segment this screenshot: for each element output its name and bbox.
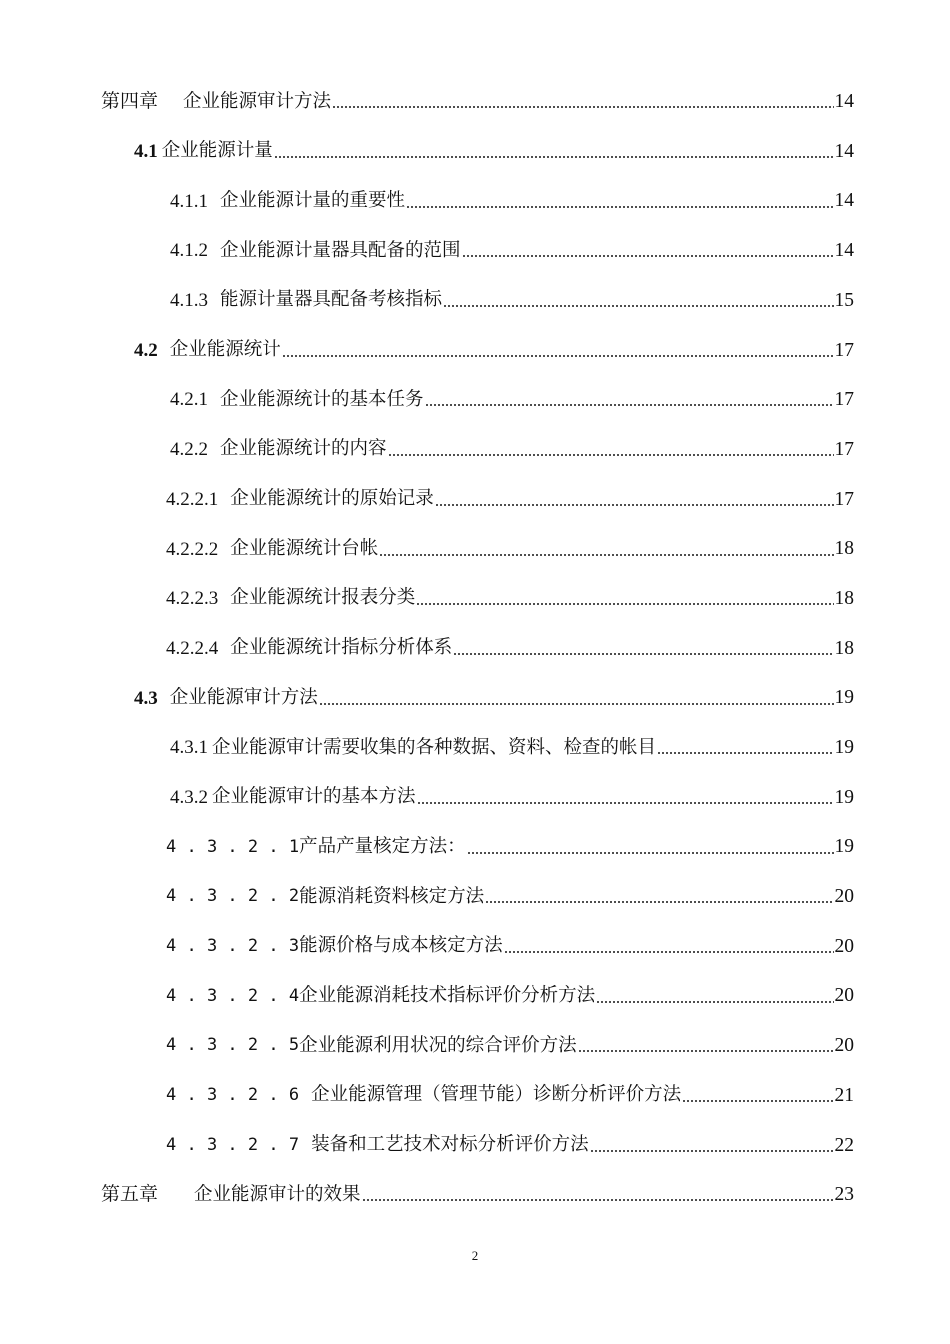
toc-entry-chapter-5[interactable] — [0, 1170, 950, 1220]
toc-entry-page: 17 — [834, 438, 854, 460]
toc-entry-4-3-2-2[interactable] — [0, 872, 950, 922]
table-of-contents — [0, 77, 950, 1220]
toc-entry-4-3-2-3[interactable] — [0, 922, 950, 972]
toc-entry-4-1-1[interactable] — [0, 176, 950, 226]
toc-entry-title: 企业能源审计方法 — [183, 90, 332, 112]
toc-entry-number: 4.3.2 — [170, 786, 208, 808]
toc-entry-4-2-2-1[interactable] — [0, 475, 950, 525]
toc-entry-page: 19 — [834, 786, 854, 808]
toc-entry-number: 4.2.1 — [170, 389, 208, 411]
toc-entry-4-3-1[interactable] — [0, 723, 950, 773]
toc-entry-number: 4.2.2.3 — [166, 588, 219, 610]
toc-entry-page: 14 — [834, 240, 854, 262]
toc-entry-title: 装备和工艺技术对标分析评价方法 — [311, 1134, 589, 1156]
toc-entry-title: 企业能源管理（管理节能）诊断分析评价方法 — [311, 1084, 682, 1106]
toc-entry-number: 4.1 — [134, 141, 158, 163]
dot-leader — [388, 440, 834, 459]
toc-entry-number: 第四章 — [101, 91, 159, 113]
toc-entry-page: 18 — [834, 538, 854, 560]
toc-entry-page: 14 — [834, 91, 854, 113]
toc-entry-page: 14 — [834, 140, 854, 162]
toc-entry-4-2-1[interactable] — [0, 375, 950, 425]
toc-entry-page: 22 — [834, 1134, 854, 1156]
toc-entry-page: 23 — [834, 1184, 854, 1206]
toc-entry-title: 企业能源统计 — [169, 339, 281, 361]
toc-entry-number: 4.2.2.2 — [166, 538, 219, 560]
toc-entry-number: 4.2.2 — [170, 439, 208, 461]
dot-leader — [462, 241, 834, 260]
toc-entry-page: 19 — [834, 737, 854, 759]
toc-entry-page: 21 — [834, 1084, 854, 1106]
toc-entry-number: 4 . 3 . 2 . 6 — [166, 1085, 300, 1106]
dot-leader — [416, 589, 833, 608]
toc-entry-title: 企业能源统计的原始记录 — [230, 488, 434, 510]
toc-entry-page: 20 — [834, 1035, 854, 1057]
toc-entry-title: 企业能源统计的内容 — [220, 438, 387, 460]
toc-entry-4-2-2-4[interactable] — [0, 624, 950, 674]
toc-entry-title: 企业能源统计指标分析体系 — [230, 637, 453, 659]
toc-entry-4-3-2-1[interactable] — [0, 822, 950, 872]
toc-entry-title: 企业能源计量 — [161, 140, 273, 162]
dot-leader — [417, 788, 834, 807]
toc-entry-title: 企业能源消耗技术指标评价分析方法 — [299, 984, 596, 1006]
toc-entry-number: 4 . 3 . 2 . 2 — [166, 886, 300, 907]
toc-entry-title: 企业能源审计方法 — [169, 686, 318, 708]
toc-entry-4-1-2[interactable] — [0, 226, 950, 276]
toc-entry-title: 企业能源审计需要收集的各种数据、资料、检查的帐目 — [212, 736, 657, 758]
toc-entry-4-3[interactable] — [0, 673, 950, 723]
toc-entry-page: 19 — [834, 687, 854, 709]
toc-entry-title: 企业能源计量器具配备的范围 — [220, 239, 461, 261]
toc-entry-page: 18 — [834, 637, 854, 659]
dot-leader — [596, 987, 833, 1006]
dot-leader — [590, 1136, 834, 1155]
toc-entry-4-1[interactable] — [0, 127, 950, 177]
dot-leader — [425, 390, 834, 409]
toc-entry-4-3-2-4[interactable] — [0, 971, 950, 1021]
toc-entry-number: 第五章 — [101, 1184, 159, 1206]
dot-leader — [319, 689, 834, 708]
toc-entry-title: 企业能源计量的重要性 — [220, 189, 406, 211]
toc-entry-4-3-2-6[interactable] — [0, 1071, 950, 1121]
toc-entry-title: 产品产量核定方法： — [299, 835, 466, 857]
toc-entry-number: 4.3 — [134, 687, 158, 709]
toc-entry-number: 4 . 3 . 2 . 7 — [166, 1134, 300, 1155]
toc-entry-4-2[interactable] — [0, 325, 950, 375]
toc-entry-title: 能源计量器具配备考核指标 — [220, 289, 443, 311]
toc-entry-page: 14 — [834, 190, 854, 212]
dot-leader — [453, 639, 833, 658]
toc-entry-title: 能源价格与成本核定方法 — [299, 935, 503, 957]
dot-leader — [379, 540, 833, 559]
toc-entry-title: 能源消耗资料核定方法 — [299, 885, 485, 907]
dot-leader — [332, 92, 833, 111]
dot-leader — [406, 192, 833, 211]
toc-entry-4-3-2-5[interactable] — [0, 1021, 950, 1071]
toc-entry-title: 企业能源利用状况的综合评价方法 — [299, 1034, 577, 1056]
toc-entry-page: 20 — [834, 985, 854, 1007]
dot-leader — [362, 1185, 834, 1204]
toc-entry-title: 企业能源统计的基本任务 — [220, 388, 424, 410]
dot-leader — [657, 738, 833, 757]
toc-entry-number: 4.2 — [134, 339, 158, 361]
dot-leader — [578, 1036, 834, 1055]
toc-entry-number: 4.2.2.1 — [166, 488, 219, 510]
page-number: 2 — [471, 1248, 479, 1263]
dot-leader — [504, 937, 834, 956]
toc-entry-chapter-4[interactable] — [0, 77, 950, 127]
toc-entry-number: 4.2.2.4 — [166, 637, 219, 659]
dot-leader — [274, 142, 834, 161]
toc-entry-number: 4 . 3 . 2 . 3 — [166, 936, 300, 957]
toc-entry-number: 4 . 3 . 2 . 1 — [166, 836, 300, 857]
dot-leader — [435, 490, 834, 509]
toc-entry-number: 4.1.1 — [170, 190, 208, 212]
toc-entry-number: 4.1.2 — [170, 240, 208, 262]
toc-entry-page: 20 — [834, 935, 854, 957]
toc-entry-4-2-2-3[interactable] — [0, 574, 950, 624]
toc-entry-title: 企业能源统计报表分类 — [230, 587, 416, 609]
toc-entry-number: 4 . 3 . 2 . 5 — [166, 1035, 300, 1056]
toc-entry-number: 4 . 3 . 2 . 4 — [166, 985, 300, 1006]
toc-entry-page: 17 — [834, 389, 854, 411]
toc-entry-4-3-2-7[interactable] — [0, 1120, 950, 1170]
dot-leader — [443, 291, 833, 310]
toc-entry-title: 企业能源审计的基本方法 — [212, 786, 416, 808]
toc-entry-number: 4.1.3 — [170, 290, 208, 312]
dot-leader — [485, 887, 833, 906]
toc-entry-4-2-2[interactable] — [0, 425, 950, 475]
toc-entry-4-1-3[interactable] — [0, 276, 950, 326]
toc-entry-page: 20 — [834, 886, 854, 908]
dot-leader — [682, 1086, 833, 1105]
dot-leader — [282, 341, 834, 360]
dot-leader — [467, 838, 834, 857]
toc-entry-page: 18 — [834, 587, 854, 609]
toc-entry-page: 17 — [834, 339, 854, 361]
toc-entry-page: 15 — [834, 289, 854, 311]
toc-entry-title: 企业能源审计的效果 — [194, 1183, 361, 1205]
toc-entry-number: 4.3.1 — [170, 737, 208, 759]
toc-entry-page: 19 — [834, 836, 854, 858]
toc-entry-title: 企业能源统计台帐 — [230, 537, 379, 559]
toc-entry-4-3-2[interactable] — [0, 773, 950, 823]
toc-entry-4-2-2-2[interactable] — [0, 524, 950, 574]
toc-entry-page: 17 — [834, 488, 854, 510]
